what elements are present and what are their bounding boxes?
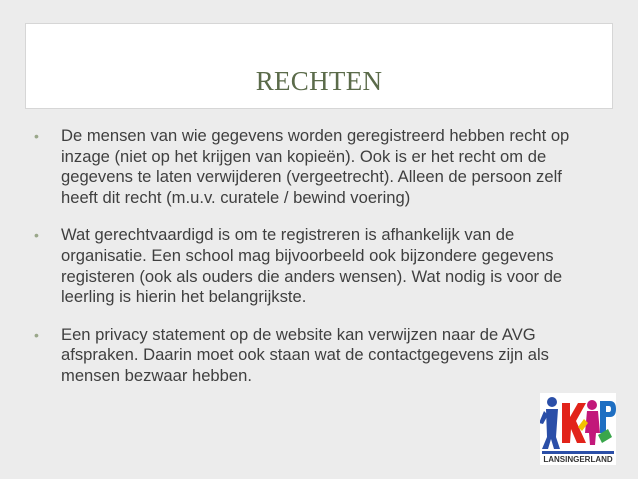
bullet-marker: • xyxy=(34,128,39,144)
slide-title: RECHTEN xyxy=(255,66,383,96)
bullet-item xyxy=(32,126,602,208)
logo-text: LANSINGERLAND xyxy=(543,455,613,464)
bullet-marker: • xyxy=(34,326,39,343)
bullet-text: Wat gerechtvaardigd is om te registreren is afhankelijk van de organisatie. Een school mag bijvoorbeeld ook bijzondere gegevens registeren (ook als ouders die anders wensen). Wat nodig is voor de leerling is hierin het belangrijkste. xyxy=(61,225,563,307)
bullet-item xyxy=(32,325,602,387)
bullet-item xyxy=(32,225,602,307)
kip-logo-icon xyxy=(540,393,616,465)
bullet-text: Een privacy statement op de website kan verwijzen naar de AVG afspraken. Daarin moet ook staan wat de contactgegevens zijn als mensen bezwaar hebben. xyxy=(61,324,549,385)
bullet-marker: • xyxy=(34,227,39,244)
bullet-text: De mensen van wie gegevens worden geregistreerd hebben recht op inzage (niet op het krijgen van kopieën). Ook is er het recht om de gegevens te laten verwijderen (vergeetrecht). Alleen de persoon zelf heeft dit recht (m.u.v. curatele / bewind voering) xyxy=(61,126,570,207)
title-box xyxy=(25,23,613,109)
bullet-list xyxy=(32,126,602,404)
